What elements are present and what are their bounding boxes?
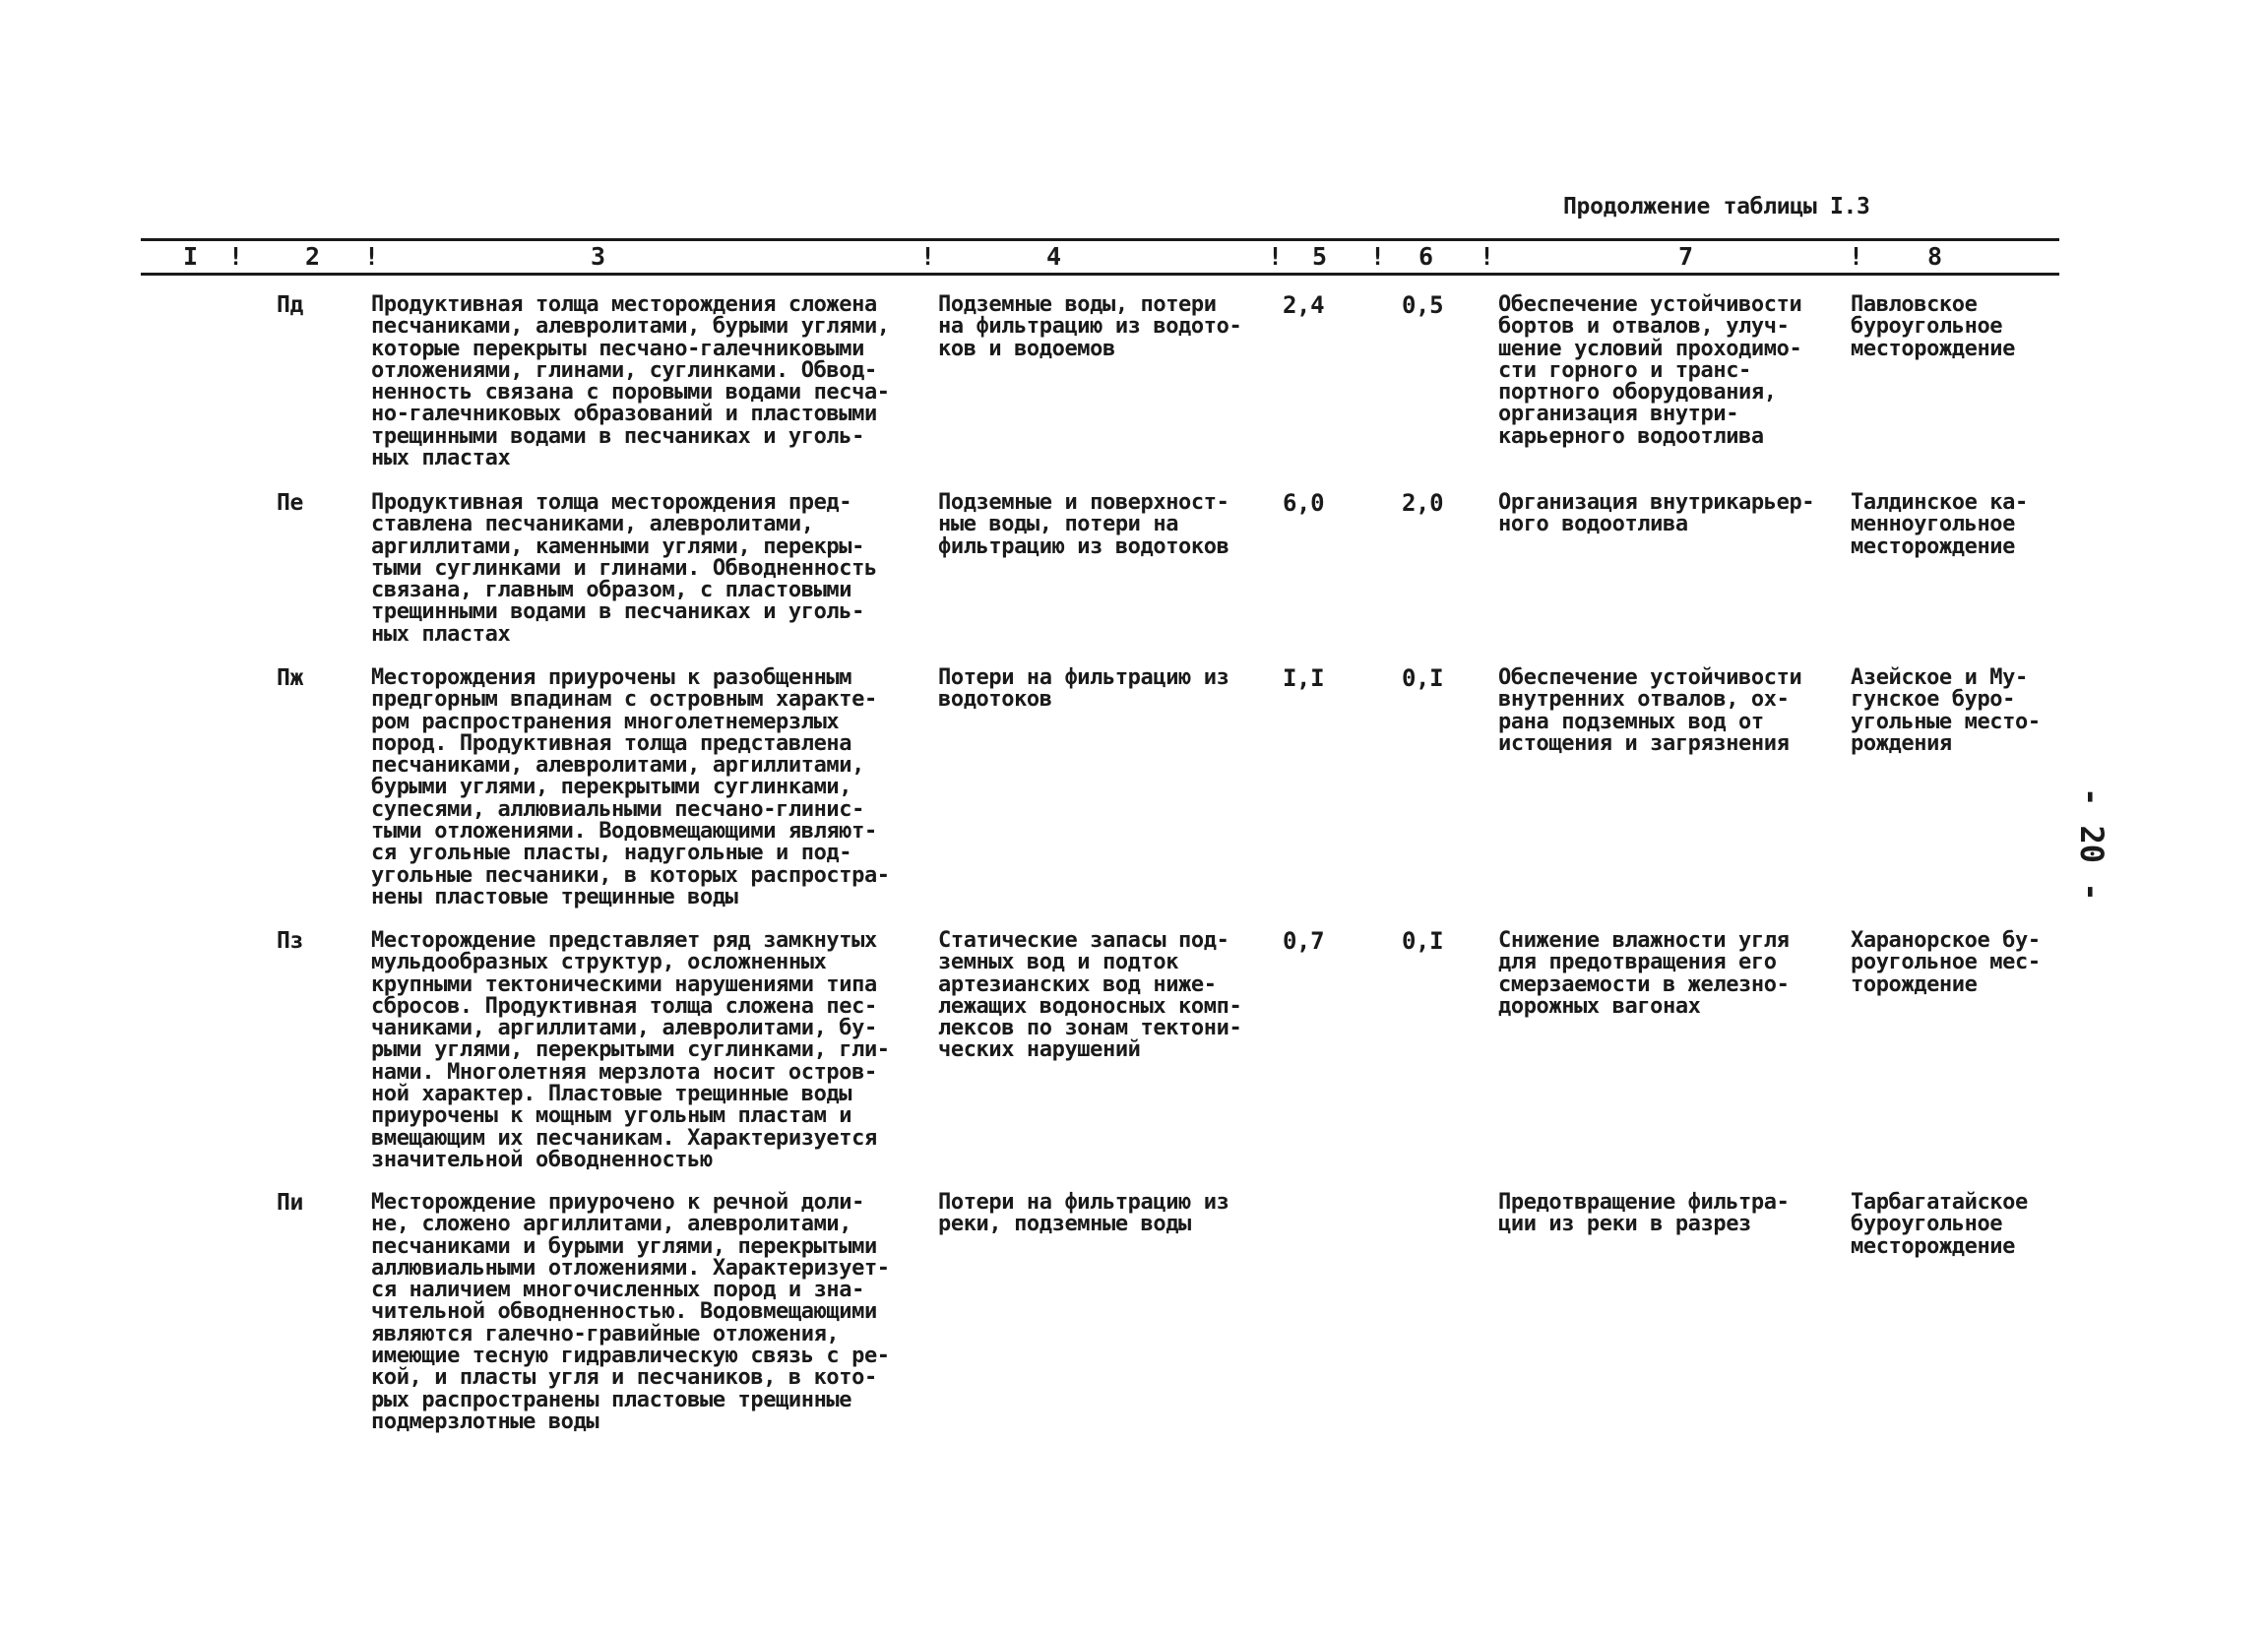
row-code: Пз [277, 928, 303, 954]
row-description: Месторождение представляет ряд замкнутых мульдообразных структур, осложненных крупными тектоническими нарушениями типа сбросов. Продуктивная толща сложена пес- чаниками, аргиллитами, алевролитами, бу- рыми углями, перекрытыми суглинками, гли- нами. Многолетняя мерзлота носит остров- ной характер. Пластовые трещинные воды приурочены к мощным угольным пластам и вмещающим их песчаникам. Характеризуется значительной обводненностью [371, 928, 890, 1172]
col-separator: ! [228, 242, 244, 271]
col-separator: ! [1268, 242, 1284, 271]
row-description: Продуктивная толща месторождения пред- ставлена песчаниками, алевролитами, аргиллитами, каменными углями, перекры- тыми суглинками и глинами. Обводненность связана, главным образом, с пластовыми трещинными водами в песчаниках и уголь- ных пластах [371, 490, 877, 647]
row-code: Пж [277, 665, 303, 691]
col-separator: ! [364, 242, 380, 271]
row-value-6: 0,5 [1402, 291, 1444, 319]
row-measures: Обеспечение устойчивости внутренних отвалов, ох- рана подземных вод от истощения и загрязнения [1498, 665, 1802, 756]
col-header-3: 3 [591, 242, 606, 271]
row-value-6: 2,0 [1402, 489, 1444, 517]
row-water-source: Потери на фильтрацию из водотоков [938, 665, 1229, 713]
row-measures: Предотвращение фильтра- ции из реки в разрез [1498, 1190, 1790, 1237]
row-code: Пи [277, 1190, 303, 1216]
row-value-6: 0,I [1402, 664, 1444, 692]
row-measures: Снижение влажности угля для предотвращения его смерзаемости в железно- дорожных вагонах [1498, 928, 1790, 1019]
col-header-7: 7 [1678, 242, 1694, 271]
row-deposit: Талдинское ка- менноугольное месторождение [1851, 490, 2028, 559]
row-value-6: 0,I [1402, 927, 1444, 955]
col-separator: ! [1480, 242, 1495, 271]
table-caption: Продолжение таблицы I.3 [1563, 194, 1870, 219]
col-header-6: 6 [1418, 242, 1434, 271]
page-number: - 20 - [2073, 787, 2110, 902]
row-deposit: Тарбагатайское буроугольное месторождение [1851, 1190, 2028, 1259]
row-description: Месторождение приурочено к речной доли- не, сложено аргиллитами, алевролитами, песчаниками и бурыми углями, перекрытыми аллювиальными отложениями. Характеризует- ся наличием многочисленных пород и зна- чительной обводненностью. Водовмещающими являются галечно-гравийные отложения, имеющие тесную гидравлическую связь с ре- кой, и пласты угля и песчаников, в кото- рых распространены пластовые трещинные подмерзлотные воды [371, 1190, 890, 1434]
row-description: Продуктивная толща месторождения сложена песчаниками, алевролитами, бурыми углями, которые перекрыты песчано-галечниковыми отложениями, глинами, суглинками. Обвод- ненность связана с поровыми водами песча- но-галечниковых образований и пластовыми трещинными водами в песчаниках и уголь- ных пластах [371, 292, 890, 471]
row-measures: Обеспечение устойчивости бортов и отвалов, улуч- шение условий проходимо- сти горного и транс- портного оборудования, организация внутри- карьерного водоотлива [1498, 292, 1802, 449]
row-deposit: Азейское и Му- гунское буро- угольные место- рождения [1851, 665, 2041, 756]
row-value-5: 0,7 [1283, 927, 1325, 955]
row-code: Пе [277, 490, 303, 516]
col-header-8: 8 [1927, 242, 1943, 271]
row-value-5: I,I [1283, 664, 1325, 692]
row-description: Месторождения приурочены к разобщенным предгорным впадинам с островным характе- ром распространения многолетнемерзлых пород. Продуктивная толща представлена песчаниками, алевролитами, аргиллитами, бурыми углями, перекрытыми суглинками, супесями, аллювиальными песчано-глинис- тыми отложениями. Водовмещающими являют- ся угольные пласты, надугольные и под- угольные песчаники, в которых распростра- нены пластовые трещинные воды [371, 665, 890, 909]
row-deposit: Павловское буроугольное месторождение [1851, 292, 2015, 361]
row-measures: Организация внутрикарьер- ного водоотлива [1498, 490, 1815, 537]
col-separator: ! [920, 242, 936, 271]
col-separator: ! [1370, 242, 1386, 271]
row-value-5: 6,0 [1283, 489, 1325, 517]
row-value-5: 2,4 [1283, 291, 1325, 319]
col-header-4: 4 [1046, 242, 1062, 271]
col-header-1: I [183, 242, 199, 271]
row-code: Пд [277, 292, 303, 318]
row-deposit: Харанорское бу- роугольное мес- торождение [1851, 928, 2041, 997]
header-bottom-rule [141, 273, 2059, 276]
col-separator: ! [1849, 242, 1864, 271]
col-header-5: 5 [1312, 242, 1328, 271]
row-water-source: Подземные воды, потери на фильтрацию из водото- ков и водоемов [938, 292, 1242, 361]
row-water-source: Подземные и поверхност- ные воды, потери на фильтрацию из водотоков [938, 490, 1229, 559]
row-water-source: Статические запасы под- земных вод и подток артезианских вод ниже- лежащих водоносных комп- лексов по зонам тектони- ческих нарушений [938, 928, 1242, 1063]
table-header [0, 241, 2268, 273]
col-header-2: 2 [305, 242, 321, 271]
row-water-source: Потери на фильтрацию из реки, подземные воды [938, 1190, 1229, 1237]
